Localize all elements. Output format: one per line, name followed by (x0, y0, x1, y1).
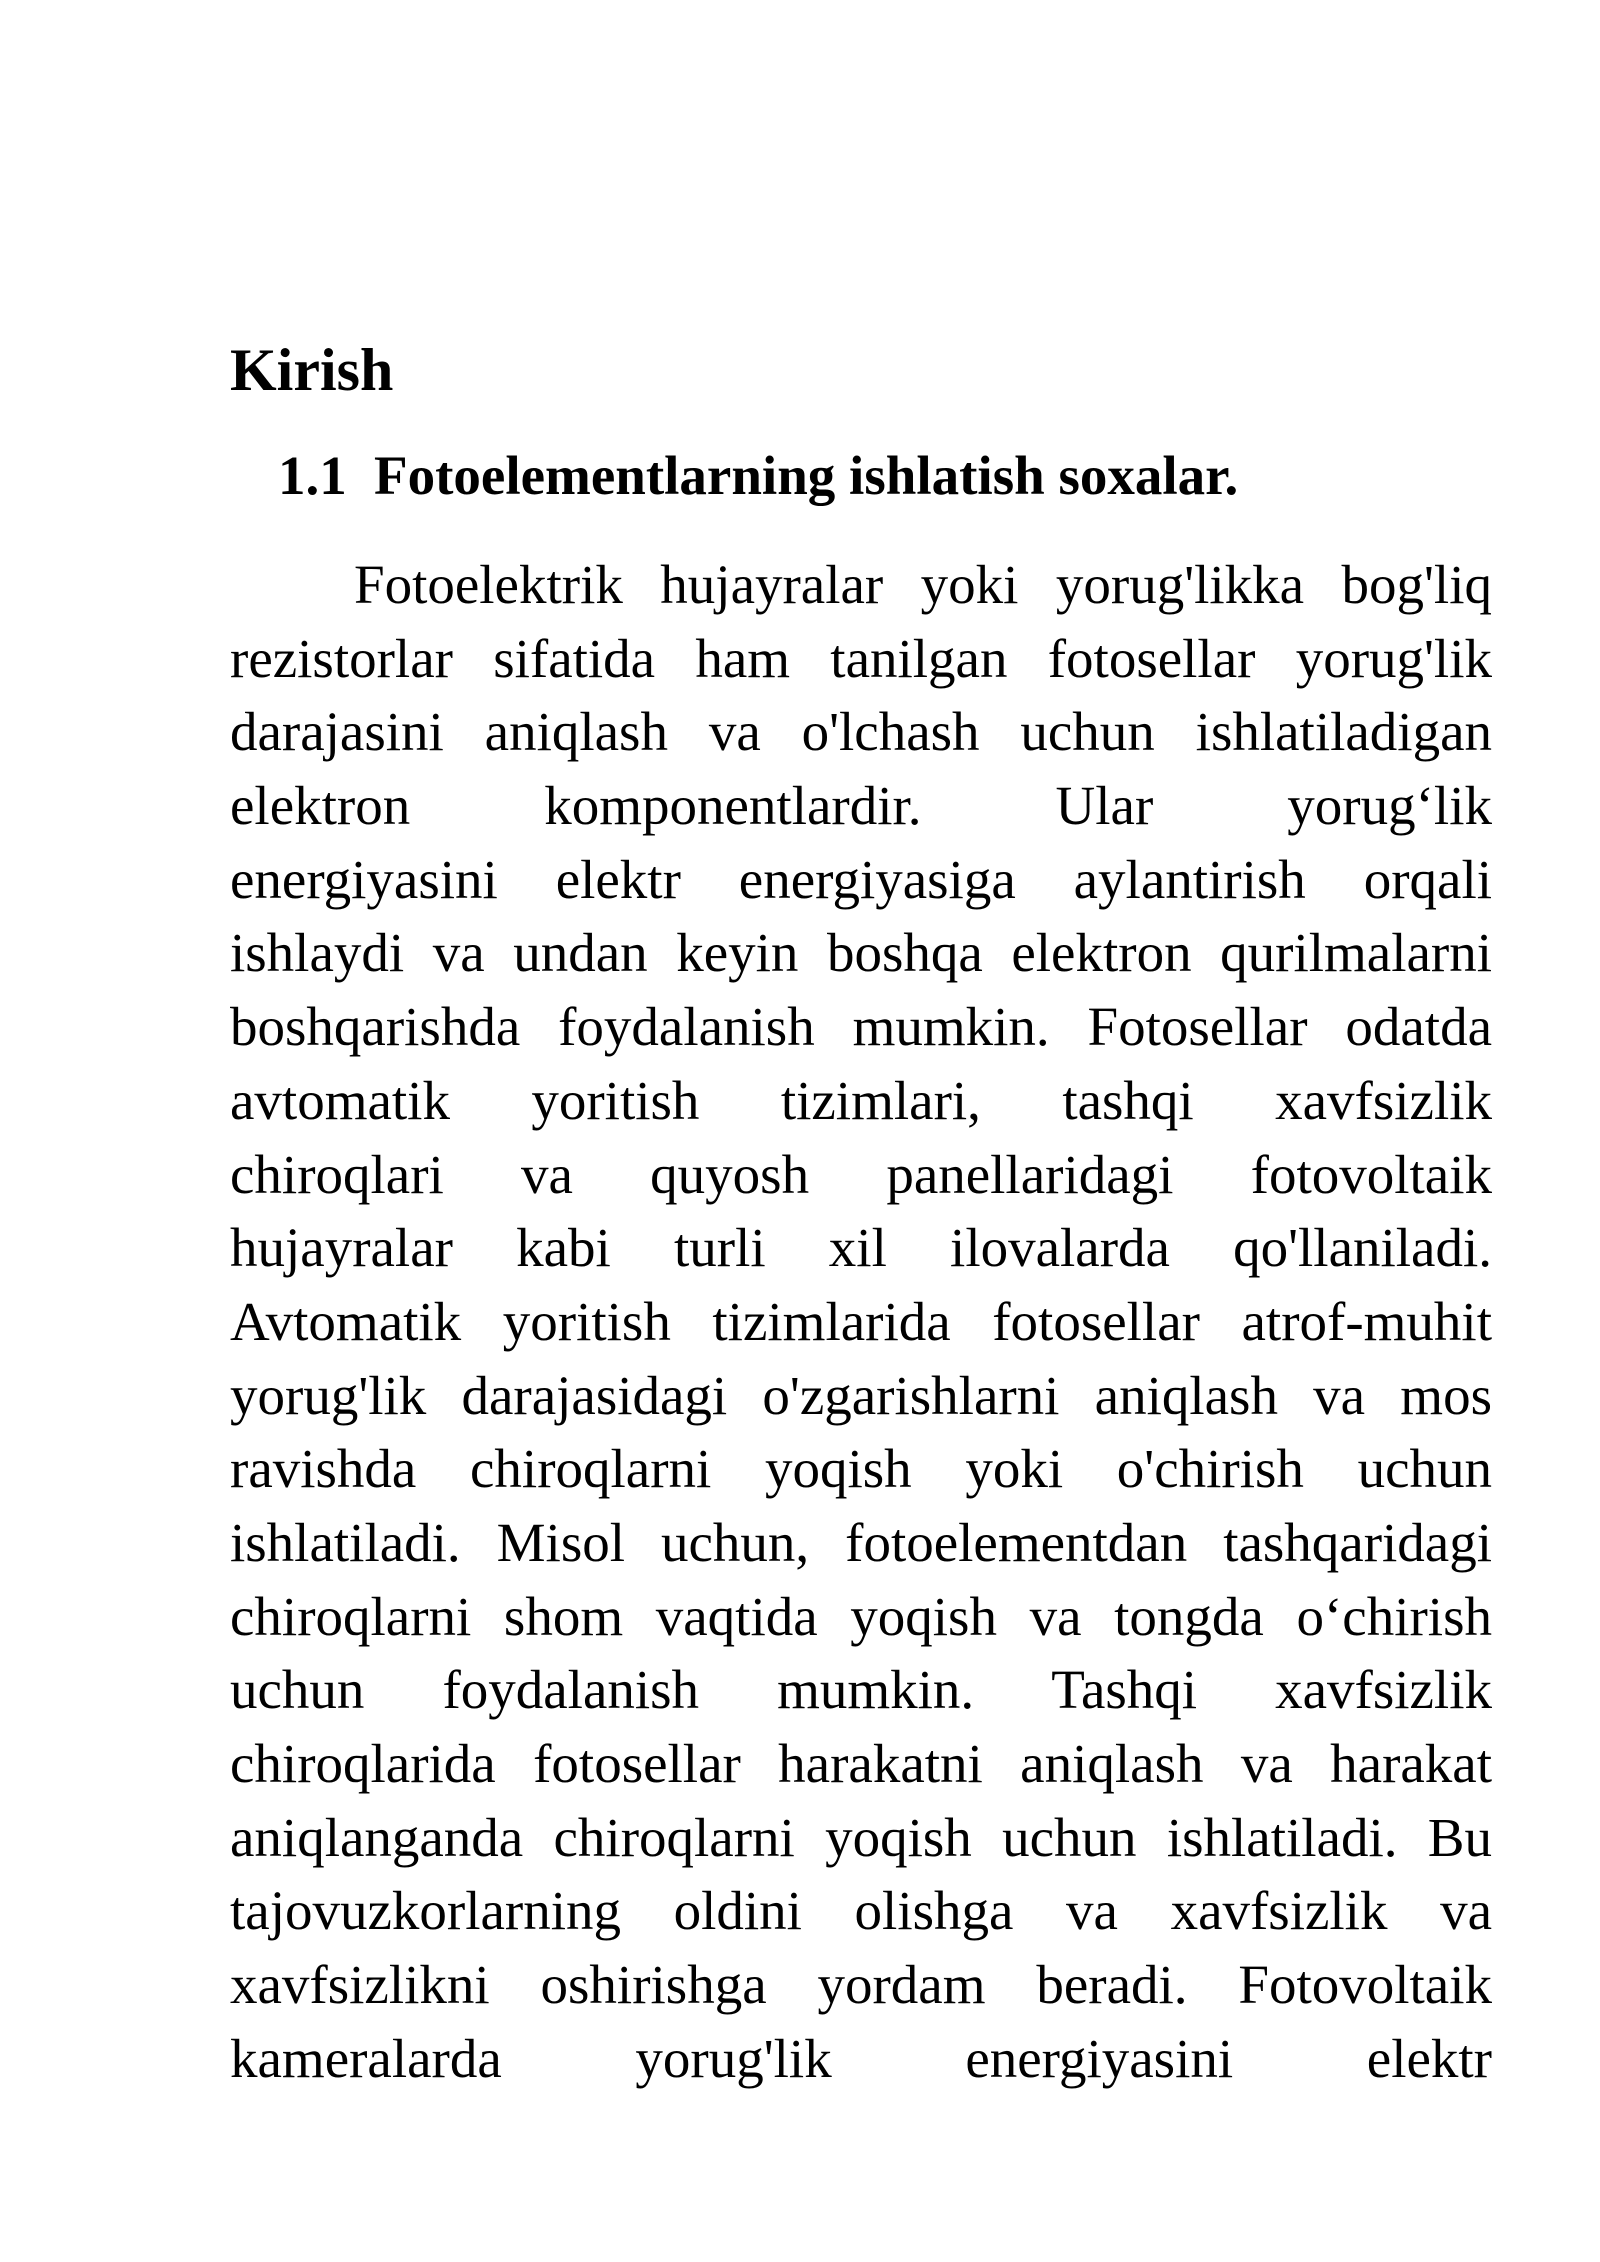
paragraph-line: yorug'lik darajasidagi o'zgarishlarni aniqlash va mos (230, 1364, 1492, 1426)
paragraph-line: chiroqlari va quyosh panellaridagi fotovoltaik (230, 1143, 1492, 1205)
section-number: 1.1 (278, 445, 347, 506)
page-heading: Kirish (230, 337, 394, 403)
paragraph-line: xavfsizlikni oshirishga yordam beradi. Fotovoltaik (230, 1954, 1492, 2016)
paragraph-line: ishlaydi va undan keyin boshqa elektron qurilmalarni (230, 922, 1492, 984)
paragraph-line: chiroqlarni shom vaqtida yoqish va tongda o‘chirish (230, 1585, 1492, 1647)
paragraph-line: chiroqlarida fotosellar harakatni aniqlash va harakat (230, 1733, 1492, 1794)
paragraph-line: energiyasini elektr energiyasiga aylantirish orqali (230, 848, 1492, 910)
paragraph-line: Fotoelektrik hujayralar yoki yorug'likka bog'liq (354, 554, 1492, 615)
paragraph-line: rezistorlar sifatida ham tanilgan fotosellar yorug'lik (230, 627, 1492, 689)
section-heading (278, 445, 1239, 506)
paragraph-line: ishlatiladi. Misol uchun, fotoelementdan tashqaridagi (230, 1511, 1492, 1573)
paragraph-line: Avtomatik yoritish tizimlarida fotosellar atrof-muhit (230, 1290, 1492, 1352)
paragraph-line: hujayralar kabi turli xil ilovalarda qo'llaniladi. (230, 1217, 1492, 1279)
section-title: Fotoelementlarning ishlatish soxalar. (374, 445, 1239, 506)
paragraph-line: kameralarda yorug'lik energiyasini elektr (230, 2027, 1492, 2089)
paragraph-line: avtomatik yoritish tizimlari, tashqi xavfsizlik (230, 1069, 1492, 1131)
paragraph-line: darajasini aniqlash va o'lchash uchun ishlatiladigan (230, 701, 1492, 763)
paragraph-line: tajovuzkorlarning oldini olishga va xavfsizlik va (230, 1880, 1492, 1942)
paragraph-line: aniqlanganda chiroqlarni yoqish uchun ishlatiladi. Bu (230, 1806, 1492, 1868)
body-paragraph (230, 548, 1492, 2095)
paragraph-line: uchun foydalanish mumkin. Tashqi xavfsizlik (230, 1659, 1492, 1721)
paragraph-line: ravishda chiroqlarni yoqish yoki o'chirish uchun (230, 1438, 1492, 1500)
paragraph-line: elektron komponentlardir. Ular yorug‘lik (230, 775, 1492, 837)
paragraph-line: boshqarishda foydalanish mumkin. Fotosellar odatda (230, 996, 1492, 1058)
